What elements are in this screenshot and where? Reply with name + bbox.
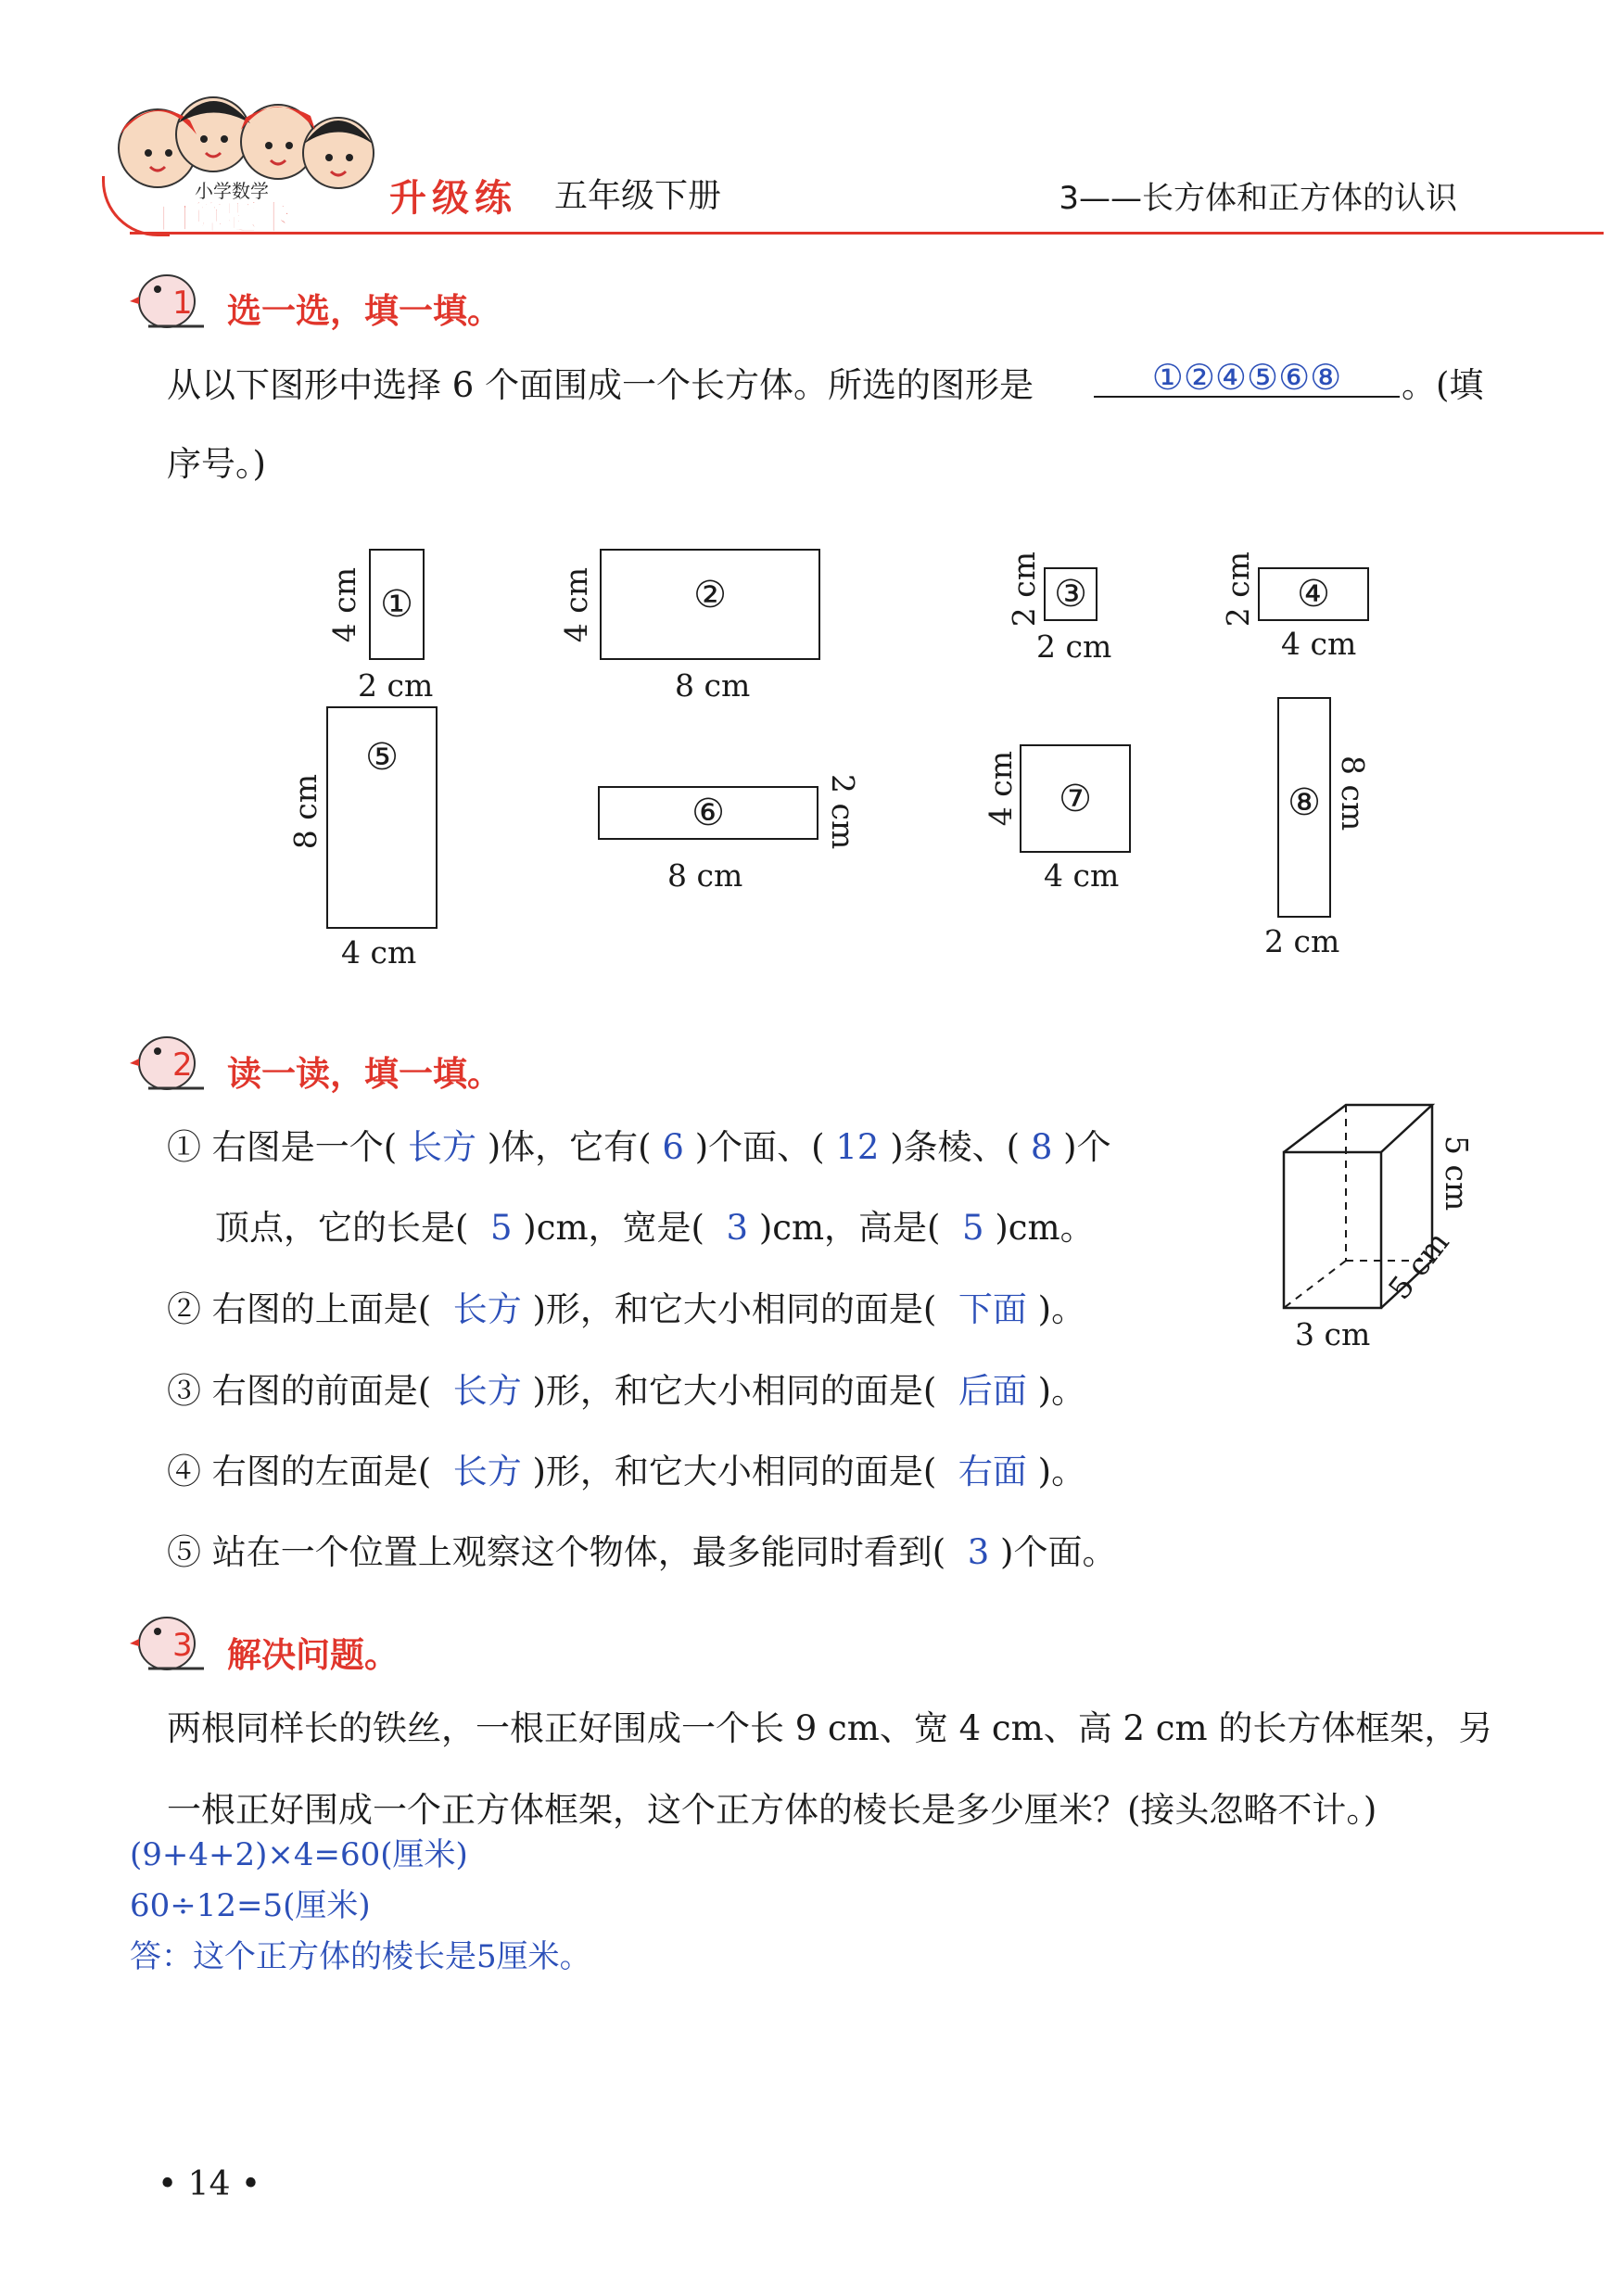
q1-answer-vertices[interactable]: 8 (1030, 1127, 1053, 1167)
shape-1: ① (369, 549, 425, 660)
shape-4: ④ (1258, 567, 1369, 621)
svg-text:口算题卡: 口算题卡 (158, 199, 292, 236)
q2-line: ② 右图的上面是( 长方 )形，和它大小相同的面是( 下面 )。 (167, 1289, 1086, 1329)
shape-4-side-label: 2 cm (1220, 552, 1256, 628)
shape-5-side-label: 8 cm (287, 774, 324, 850)
cuboid-width-label: 5 cm (1381, 1224, 1456, 1307)
header-divider (130, 232, 1604, 235)
s3-problem-line2: 一根正好围成一个正方体框架，这个正方体的棱长是多少厘米？(接头忽略不计。) (167, 1790, 1377, 1830)
shape-7-side-label: 4 cm (983, 751, 1019, 827)
s1-question-line2: 序号。) (167, 444, 266, 484)
shape-3-side-label: 2 cm (1006, 552, 1042, 628)
section-1-bird-icon (130, 260, 213, 334)
q1-answer-shape[interactable]: 长方 (407, 1127, 476, 1167)
grade-label: 五年级下册 (554, 177, 722, 215)
q1-answer-faces[interactable]: 6 (662, 1127, 684, 1167)
s3-solution-step2[interactable]: 60÷12=5(厘米) (130, 1887, 371, 1924)
q1-answer-edges[interactable]: 12 (835, 1127, 880, 1167)
q3-line: ③ 右图的前面是( 长方 )形，和它大小相同的面是( 后面 )。 (167, 1371, 1086, 1411)
q5-answer-count[interactable]: 3 (967, 1532, 990, 1572)
q1-line2: 顶点，它的长是( 5 )cm，宽是( 3 )cm，高是( 5 )cm。 (215, 1208, 1095, 1248)
s1-question-part2: 。(填 (1402, 365, 1484, 405)
s3-solution-answer[interactable]: 答：这个正方体的棱长是5厘米。 (130, 1938, 591, 1975)
chapter-title: 3——长方体和正方体的认识 (1059, 180, 1457, 217)
section-1-title: 选一选，填一填。 (227, 291, 501, 331)
shape-7-bottom-label: 4 cm (1044, 857, 1120, 894)
section-2-bird-icon (130, 1021, 213, 1096)
shape-6: ⑥ (598, 786, 818, 840)
shape-3-bottom-label: 2 cm (1036, 628, 1112, 665)
cuboid-length-label: 3 cm (1295, 1316, 1371, 1352)
shape-2-side-label: 4 cm (558, 567, 594, 643)
q4-line: ④ 右图的左面是( 长方 )形，和它大小相同的面是( 右面 )。 (167, 1452, 1086, 1491)
s3-problem-line1: 两根同样长的铁丝，一根正好围成一个长 9 cm、宽 4 cm、高 2 cm 的长方体框架，另 (167, 1708, 1493, 1748)
shape-6-bottom-label: 8 cm (667, 857, 743, 894)
svg-text:3: 3 (172, 1627, 193, 1664)
q3-answer-shape[interactable]: 长方 (452, 1371, 522, 1411)
svg-text:1: 1 (172, 285, 193, 322)
q2-answer-face[interactable]: 下面 (958, 1289, 1027, 1329)
q4-answer-face[interactable]: 右面 (958, 1452, 1027, 1491)
shape-7: ⑦ (1020, 744, 1131, 853)
q1-line1: ① 右图是一个( 长方 )体，它有( 6 )个面、( 12 )条棱、( 8 )个 (167, 1127, 1111, 1167)
q1-answer-width[interactable]: 3 (726, 1208, 749, 1248)
q4-answer-shape[interactable]: 长方 (452, 1452, 522, 1491)
shape-4-bottom-label: 4 cm (1281, 626, 1357, 662)
s3-solution-step1[interactable]: (9+4+2)×4=60(厘米) (130, 1836, 468, 1873)
s1-question-part1: 从以下图形中选择 6 个面围成一个长方体。所选的图形是 (167, 365, 1034, 405)
shape-5-bottom-label: 4 cm (341, 934, 417, 971)
svg-text:2: 2 (172, 1047, 193, 1084)
q2-answer-shape[interactable]: 长方 (452, 1289, 522, 1329)
q1-answer-height[interactable]: 5 (962, 1208, 984, 1248)
shape-8-bottom-label: 2 cm (1264, 923, 1340, 959)
q1-answer-length[interactable]: 5 (489, 1208, 513, 1248)
page-number: • 14 • (158, 2165, 261, 2203)
shape-6-side-label: 2 cm (825, 774, 861, 850)
shape-2: ② (600, 549, 820, 660)
shape-8: ⑧ (1277, 697, 1331, 918)
s1-answer: ①②④⑤⑥⑧ (1151, 357, 1342, 398)
section-3-title: 解决问题。 (227, 1635, 399, 1675)
shape-8-side-label: 8 cm (1335, 755, 1371, 831)
series-title: 升级练 (389, 177, 517, 220)
q5-line: ⑤ 站在一个位置上观察这个物体，最多能同时看到( 3 )个面。 (167, 1532, 1117, 1572)
q3-answer-face[interactable]: 后面 (958, 1371, 1027, 1411)
shape-3: ③ (1044, 567, 1097, 621)
svg-text:小学数学: 小学数学 (195, 180, 269, 202)
shape-2-bottom-label: 8 cm (675, 667, 751, 704)
shape-1-bottom-label: 2 cm (358, 667, 434, 704)
shape-5: ⑤ (326, 706, 438, 929)
cuboid-height-label: 5 cm (1439, 1136, 1475, 1212)
section-2-title: 读一读，填一填。 (227, 1054, 501, 1094)
s1-answer-blank[interactable] (1094, 357, 1400, 398)
section-3-bird-icon (130, 1602, 213, 1676)
shape-1-side-label: 4 cm (326, 567, 362, 643)
